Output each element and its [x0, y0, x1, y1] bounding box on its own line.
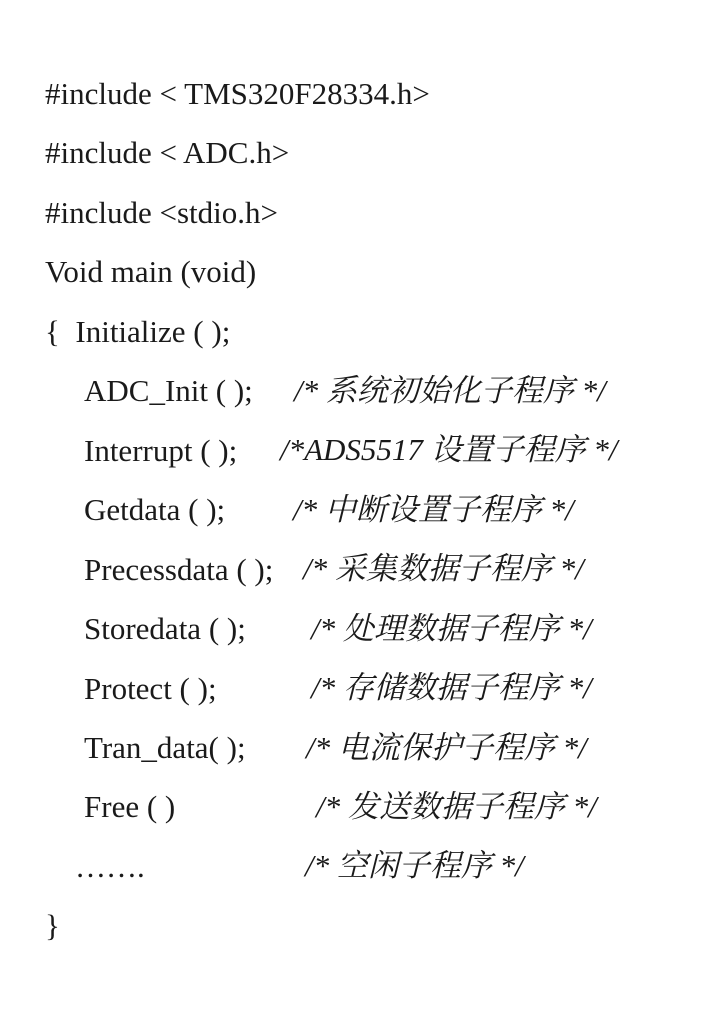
- code-text: Interrupt ( );: [84, 432, 238, 468]
- code-text: ADC_Init ( );: [84, 372, 253, 408]
- code-text: Storedata ( );: [84, 610, 246, 646]
- code-comment: /* 发送数据子程序 */: [316, 789, 597, 824]
- code-line-main: [14, 182, 257, 289]
- code-comment: /* 空闲子程序 */: [305, 848, 524, 883]
- code-comment: /*ADS5517 设置子程序 */: [280, 432, 618, 467]
- code-line-include-adc: [14, 63, 290, 170]
- code-text: { Initialize ( );: [45, 313, 231, 349]
- code-text: #include <stdio.h>: [45, 194, 278, 230]
- code-comment: /* 存储数据子程序 */: [311, 670, 592, 705]
- code-line-include-stdio: [14, 123, 278, 230]
- code-text: Tran_data( );: [84, 729, 246, 765]
- code-comment: /* 采集数据子程序 */: [303, 551, 584, 586]
- code-text: Getdata ( );: [84, 491, 226, 527]
- code-comment: /* 中断设置子程序 */: [293, 492, 574, 527]
- code-line-ellipsis: [44, 777, 145, 884]
- code-text: Free ( ): [84, 788, 176, 824]
- code-text: …….: [75, 848, 145, 884]
- code-text: Void main (void): [45, 253, 257, 289]
- code-text: Precessdata ( );: [84, 551, 274, 587]
- code-text: Protect ( );: [84, 670, 217, 706]
- code-text: #include < TMS320F28334.h>: [45, 75, 430, 111]
- code-comment: /* 电流保护子程序 */: [306, 730, 587, 765]
- code-line-closing-brace: [14, 836, 60, 943]
- code-text: #include < ADC.h>: [45, 134, 290, 170]
- code-line-include-tms: [14, 4, 430, 111]
- code-comment: /* 处理数据子程序 */: [311, 611, 592, 646]
- code-comment: /* 系统初始化子程序 */: [294, 373, 606, 408]
- code-text: }: [45, 907, 60, 943]
